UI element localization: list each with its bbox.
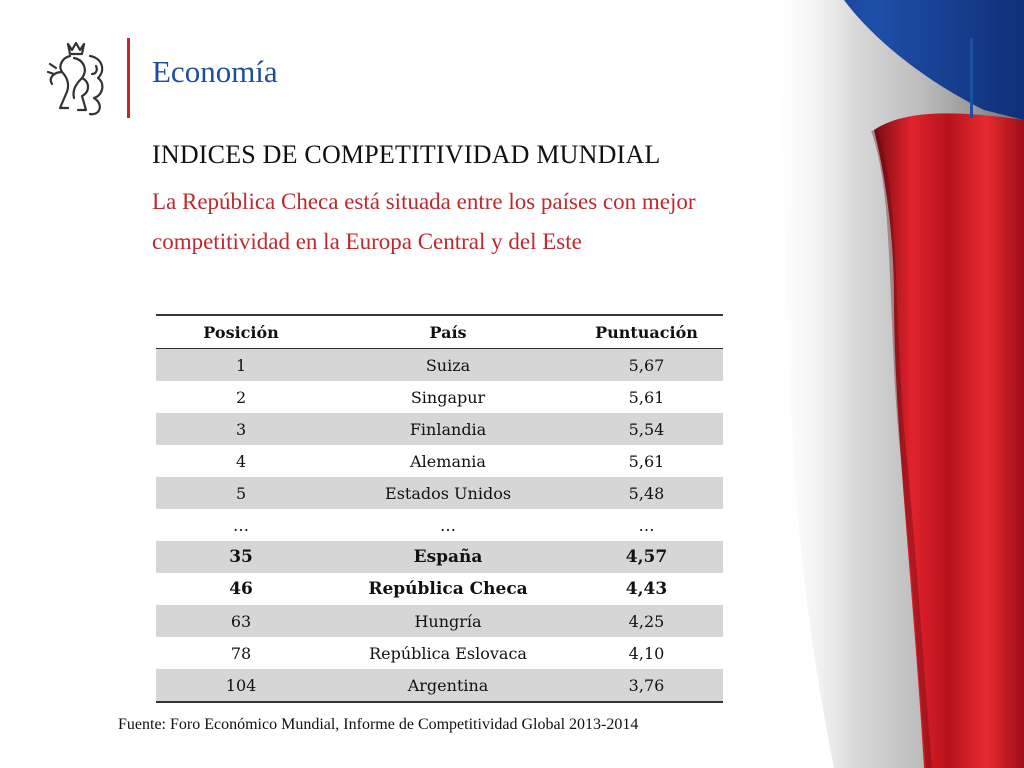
table-row <box>156 349 723 382</box>
cell-position: 104 <box>156 669 326 702</box>
cell-position: 5 <box>156 477 326 509</box>
cell-country: Alemania <box>326 445 570 477</box>
cell-position: 35 <box>156 541 326 573</box>
cell-country: República Checa <box>326 573 570 605</box>
table-row <box>156 637 723 669</box>
cell-country: Suiza <box>326 349 570 382</box>
cell-score: 5,67 <box>570 349 723 382</box>
column-header-country: País <box>326 315 570 349</box>
cell-score: 4,10 <box>570 637 723 669</box>
competitiveness-table <box>156 314 723 703</box>
cell-position: 4 <box>156 445 326 477</box>
table-row <box>156 541 723 573</box>
cell-country: Singapur <box>326 381 570 413</box>
title-divider-blue <box>970 38 973 118</box>
czech-flag-drape <box>724 0 1024 768</box>
column-header-score: Puntuación <box>570 315 723 349</box>
table-row <box>156 381 723 413</box>
cell-position: 46 <box>156 573 326 605</box>
cell-position: 63 <box>156 605 326 637</box>
cell-score: 5,54 <box>570 413 723 445</box>
cell-position: 1 <box>156 349 326 382</box>
table-row <box>156 605 723 637</box>
column-header-position: Posición <box>156 315 326 349</box>
lead-text: La República Checa está situada entre los países con mejor competitividad en la Europa Central y del Este <box>152 189 696 254</box>
title-divider-red <box>127 38 130 118</box>
cell-country: … <box>326 509 570 541</box>
table-row <box>156 413 723 445</box>
table-row <box>156 669 723 702</box>
source-note: Fuente: Foro Económico Mundial, Informe de Competitividad Global 2013-2014 <box>118 716 639 733</box>
table-row <box>156 477 723 509</box>
cell-score: 4,43 <box>570 573 723 605</box>
table-body <box>156 349 723 703</box>
cell-position: … <box>156 509 326 541</box>
table-row <box>156 509 723 541</box>
czech-lion-icon <box>40 38 116 120</box>
cell-country: Hungría <box>326 605 570 637</box>
cell-country: Finlandia <box>326 413 570 445</box>
cell-score: … <box>570 509 723 541</box>
cell-score: 5,61 <box>570 445 723 477</box>
cell-country: Argentina <box>326 669 570 702</box>
cell-country: España <box>326 541 570 573</box>
table-row <box>156 573 723 605</box>
section-title: Economía <box>152 54 278 89</box>
cell-score: 3,76 <box>570 669 723 702</box>
cell-position: 78 <box>156 637 326 669</box>
cell-position: 2 <box>156 381 326 413</box>
cell-score: 4,57 <box>570 541 723 573</box>
cell-position: 3 <box>156 413 326 445</box>
table-row <box>156 445 723 477</box>
cell-score: 5,48 <box>570 477 723 509</box>
cell-score: 4,25 <box>570 605 723 637</box>
table-header-row <box>156 315 723 349</box>
cell-country: Estados Unidos <box>326 477 570 509</box>
cell-country: República Eslovaca <box>326 637 570 669</box>
cell-score: 5,61 <box>570 381 723 413</box>
page-heading: INDICES DE COMPETITIVIDAD MUNDIAL <box>152 140 661 169</box>
